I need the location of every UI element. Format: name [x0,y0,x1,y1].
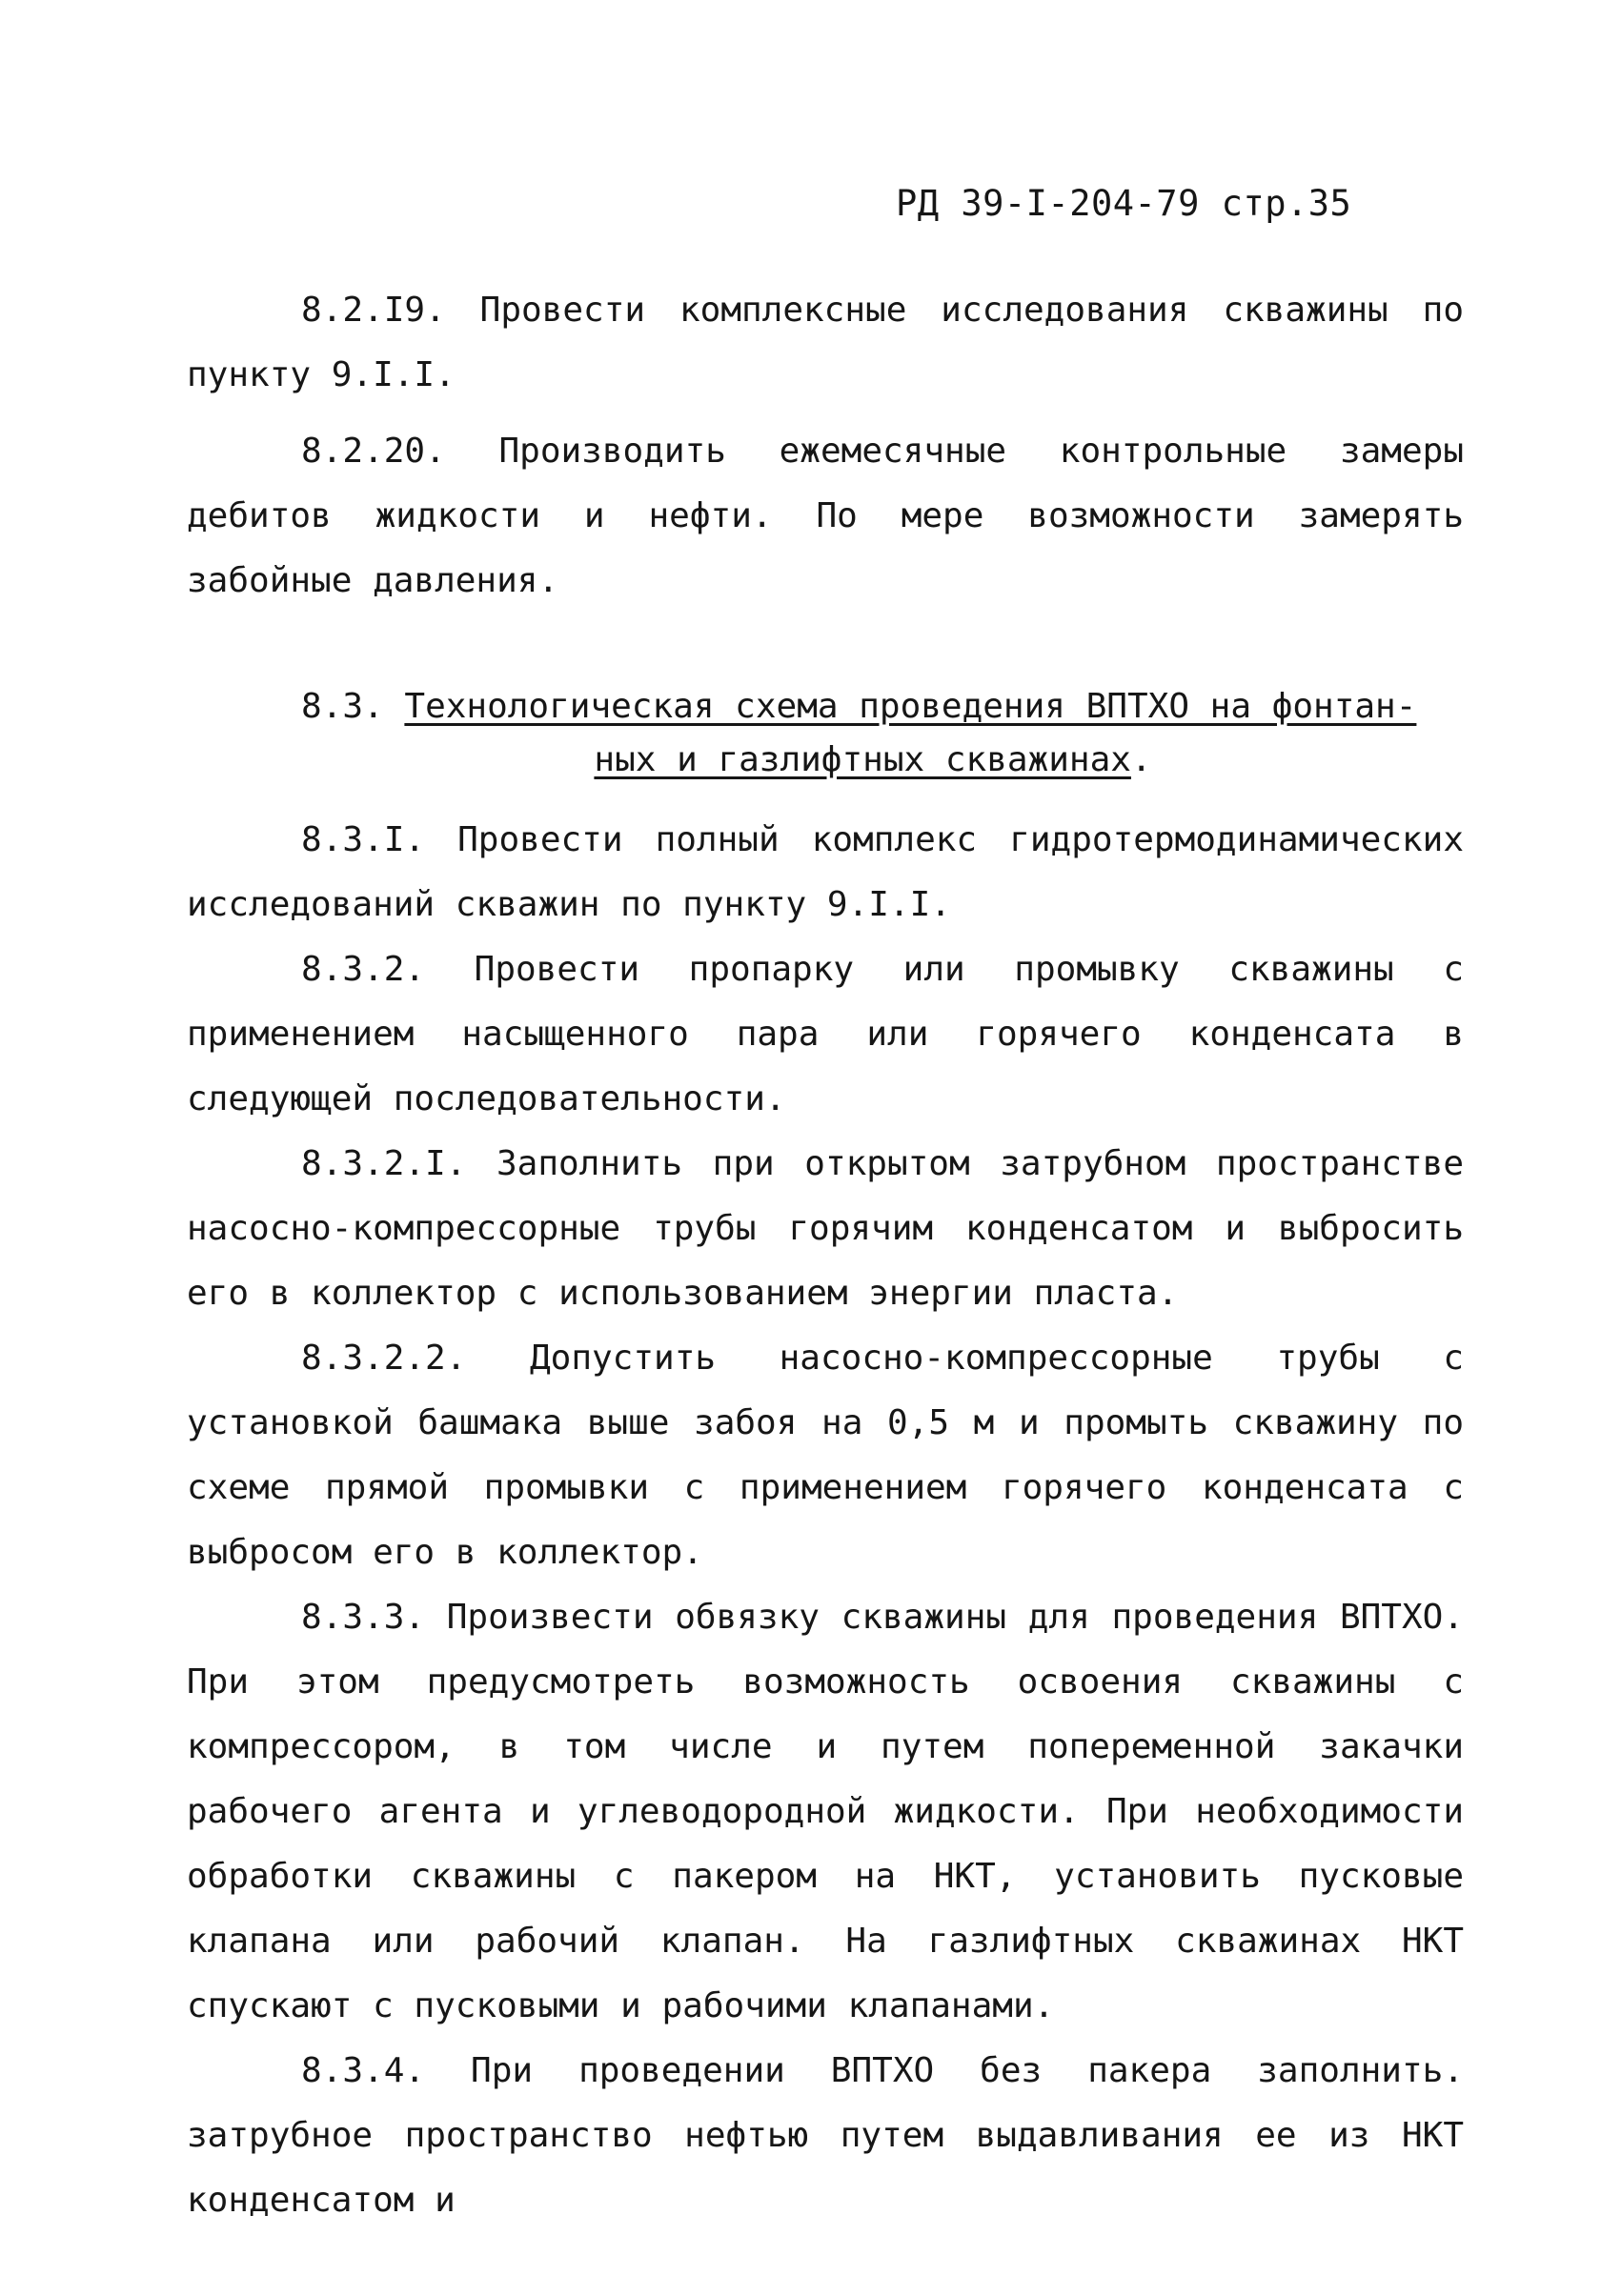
paragraph-8-3-2-2: 8.3.2.2. Допустить насосно-компрессорные трубы с установкой башмака выше забоя на 0,5 м и промыть скважину по схеме прямой промывки с применением горячего конденсата с выбросом его в коллектор. [187,1339,1464,1572]
section-number: 8.3. [301,687,384,726]
section-heading-8-3 [187,680,1464,787]
section-title-end: . [1130,740,1152,779]
document-header-code: РД 39-I-204-79 стр.35 [896,183,1352,224]
paragraph-8-3-2-1: 8.3.2.I. Заполнить при открытом затрубном пространстве насосно-компрессорные трубы горячим конденсатом и выбросить его в коллектор с использованием энергии пласта. [187,1144,1464,1313]
paragraph-8-2-20: 8.2.20. Производить ежемесячные контрольные замеры дебитов жидкости и нефти. По мере возможности замерять забойные давления. [187,432,1464,600]
section-title-line2-wrapper [301,734,1445,787]
paragraph-8-3-2: 8.3.2. Провести пропарку или промывку скважины с применением насыщенного пара или горячего конденсата в следующей последовательности. [187,950,1464,1118]
section-title-line1: Технологическая схема проведения ВПТХО на фонтан- [404,687,1417,726]
paragraph-8-3-3: 8.3.3. Произвести обвязку скважины для проведения ВПТХО. При этом предусмотреть возможность освоения скважины с компрессором, в том числе и путем попеременной закачки рабочего агента и углеводородной жидкости. При необходимости обработки скважины с пакером на НКТ, установить пусковые клапана или рабочий клапан. На газлифтных скважинах НКТ спускают с пусковыми и рабочими клапанами. [187,1598,1464,2025]
paragraph-8-3-4: 8.3.4. При проведении ВПТХО без пакера заполнить. затрубное пространство нефтью путем выдавливания ее из НКТ конденсатом и [187,2051,1464,2220]
paragraph-8-3-1: 8.3.I. Провести полный комплекс гидротермодинамических исследований скважин по пункту 9.I.I. [187,820,1464,924]
section-body [187,808,1464,2233]
document-body [187,278,1464,2233]
paragraph-8-2-19: 8.2.I9. Провести комплексные исследования скважины по пункту 9.I.I. [187,291,1464,394]
section-title-line2: ных и газлифтных скважинах [594,740,1131,779]
